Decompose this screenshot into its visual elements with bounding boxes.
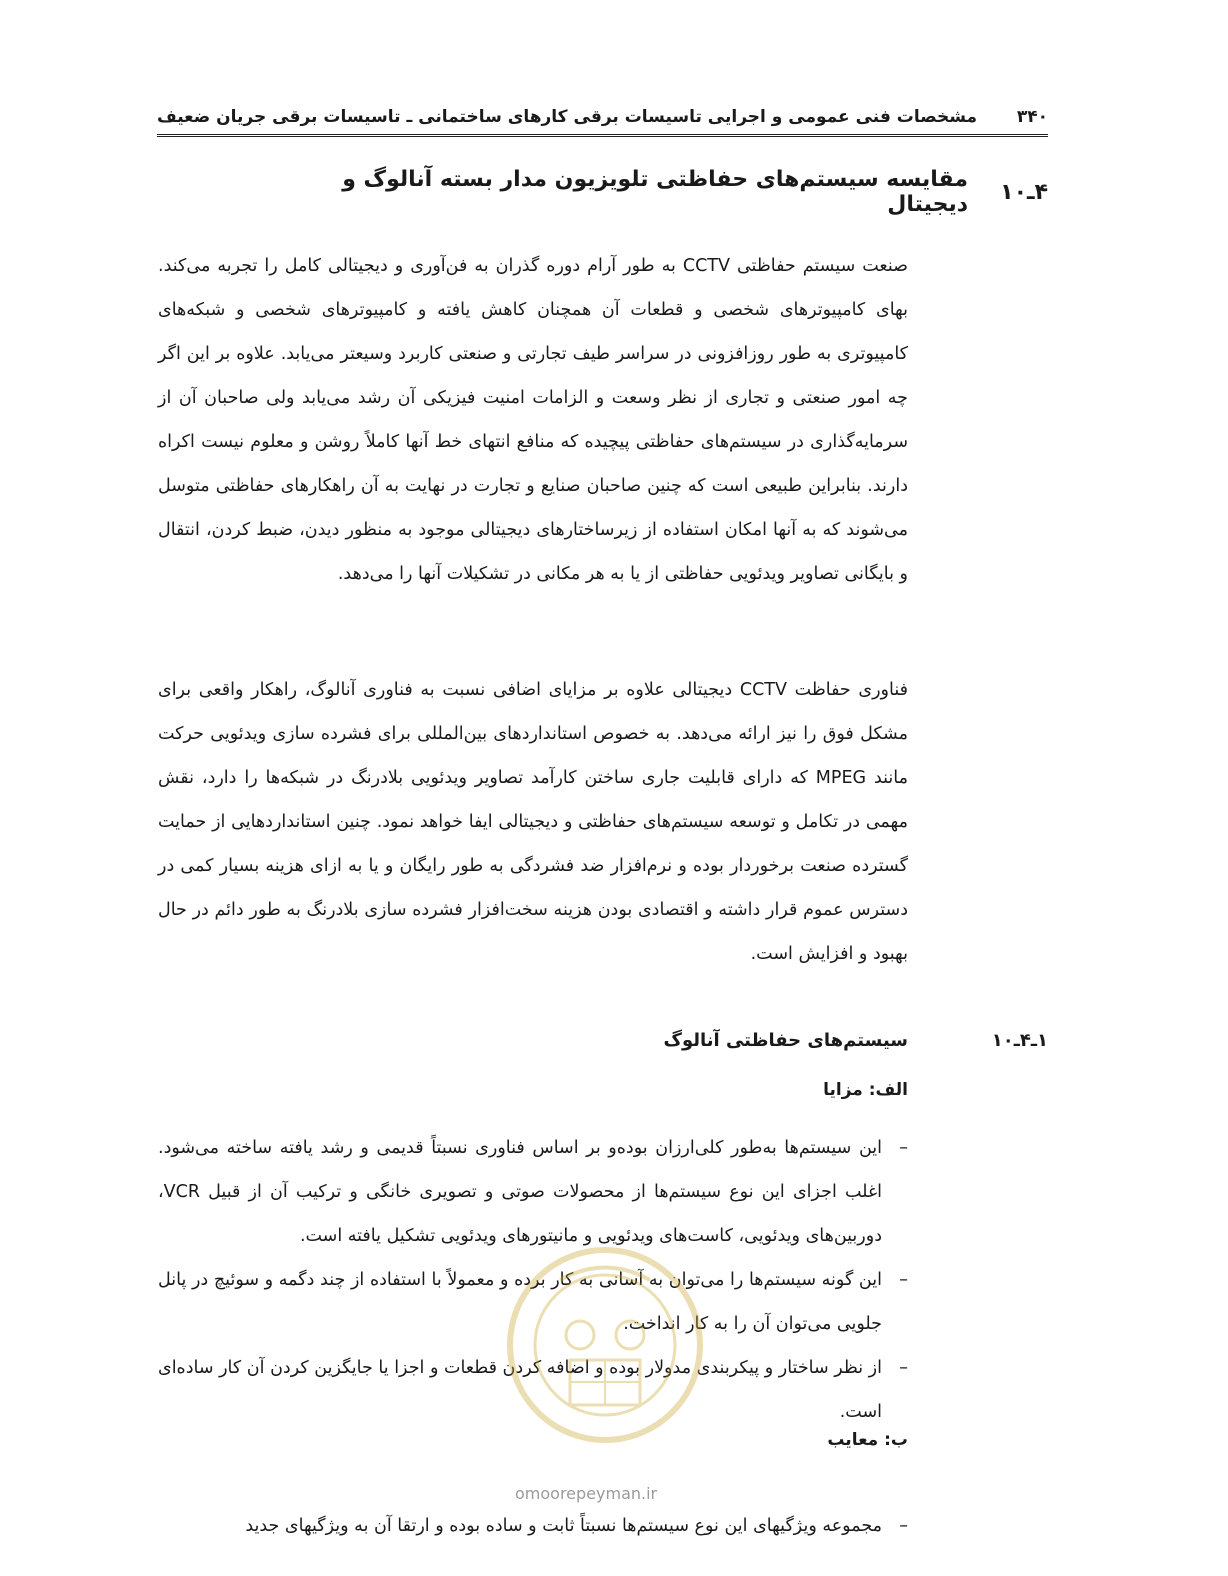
watermark-url-text: omoorepeyman.ir: [515, 1484, 658, 1503]
running-header: [157, 100, 1048, 137]
running-title: مشخصات فنی عمومی و اجرایی تاسیسات برقی کارهای ساختمانی ـ تاسیسات برقی جریان ضعیف: [157, 107, 978, 127]
list-item-text: این گونه سیستم‌ها را می‌توان به آسانی به کار برده و معمولاً با استفاده از چند دگمه و سوئیچ در پانل جلویی می‌توان آن را به کار انداخت.: [158, 1270, 882, 1334]
section-title: مقایسه سیستم‌های حفاظتی تلویزیون مدار بسته آنالوگ و دیجیتال: [342, 167, 968, 217]
disadvantages-label: ب: معایب: [827, 1430, 908, 1450]
bullet-dash: –: [899, 1138, 908, 1158]
page-number: ۳۴۰: [1016, 107, 1048, 127]
subsection-title: سیستم‌های حفاظتی آنالوگ: [663, 1030, 908, 1051]
watermark-url: [515, 1484, 657, 1503]
subsection-heading: [298, 1030, 1048, 1066]
subsection-number: ۱ـ۴ـ۱۰: [991, 1030, 1048, 1051]
section-heading: [300, 167, 1048, 217]
list-item: [158, 1504, 908, 1548]
list-item-text: این سیستم‌ها به‌طور کلی‌ارزان بوده‌و بر اساس فناوری نسبتاً قدیمی و رشد یافته ساخته می‌شود. اغلب اجزای این نوع سیستم‌ها از محصولات صوتی و تصویری خانگی و ترکیب آن از قبیل VCR، دوربین‌های ویدئویی، کاست‌های ویدئویی و مانیتورهای ویدئویی تشکیل یافته است.: [158, 1138, 882, 1246]
paragraph: صنعت سیستم حفاظتی CCTV به طور آرام دوره گذران به فن‌آوری و دیجیتالی کامل را تجربه می‌کند. بهای کامپیوترهای شخصی و قطعات آن همچنان کاهش یافته و کامپیوترهای شخصی و شبکه‌های کامپیوتری به طور روزافزونی در سراسر طیف تجارتی و صنعتی کاربرد وسیعتر می‌یابد. علاوه بر این اگر چه امور صنعتی و تجاری از نظر وسعت و الزامات امنیت فیزیکی آن رشد می‌یابد ولی صاحبان آن از سرمایه‌گذاری در سیستم‌های حفاظتی پیچیده که منافع انتهای خط آنها کاملاً روشن و معلوم نیست اکراه دارند. بنابراین طبیعی است که چنین صاحبان صنایع و تجارت در نهایت به آن راهکارهای حفاظتی متوسل می‌شوند که به آنها امکان استفاده از زیرساختارهای دیجیتالی موجود به منظور دیدن، ضبط کردن، انتقال و بایگانی تصاویر ویدئویی حفاظتی از یا به هر مکانی در تشکیلات آنها را می‌دهد.: [158, 256, 908, 584]
list-item-text: مجموعه ویژگیهای این نوع سیستم‌ها نسبتاً ثابت و ساده بوده و ارتقا آن به ویژگیهای جدید: [245, 1516, 882, 1536]
section-number: ۴ـ۱۰: [1000, 179, 1048, 205]
advantages-label: الف: مزایا: [823, 1080, 908, 1100]
bullet-dash: –: [899, 1358, 908, 1378]
bullet-dash: –: [899, 1270, 908, 1290]
paragraph: فناوری حفاظت CCTV دیجیتالی علاوه بر مزایای اضافی نسبت به فناوری آنالوگ، راهکار واقعی برای مشکل فوق را نیز ارائه می‌دهد. به خصوص استانداردهای بین‌المللی برای فشرده سازی ویدئویی حرکت مانند MPEG که دارای قابلیت جاری ساختن کارآمد تصاویر ویدئویی بلادرنگ در شبکه‌ها را دارد، نقش مهمی در تکامل و توسعه سیستم‌های حفاظتی و دیجیتالی ایفا خواهد نمود. چنین استانداردهایی از حمایت گسترده صنعت برخوردار بوده و نرم‌افزار ضد فشردگی به طور رایگان و یا به ازای هزینه بسیار کمی در دسترس عموم قرار داشته و اقتصادی بودن هزینه سخت‌افزار فشرده سازی بلادرنگ به طور دائم در حال بهبود و افزایش است.: [158, 680, 909, 964]
list-item: [158, 1126, 908, 1258]
list-item-text: از نظر ساختار و پیکربندی مدولار بوده و اضافه کردن قطعات و اجزا یا جایگزین کردن آن کار ساده‌ای است.: [158, 1358, 882, 1422]
bullet-dash: –: [899, 1516, 908, 1536]
watermark-stamp-icon: [500, 1240, 710, 1470]
